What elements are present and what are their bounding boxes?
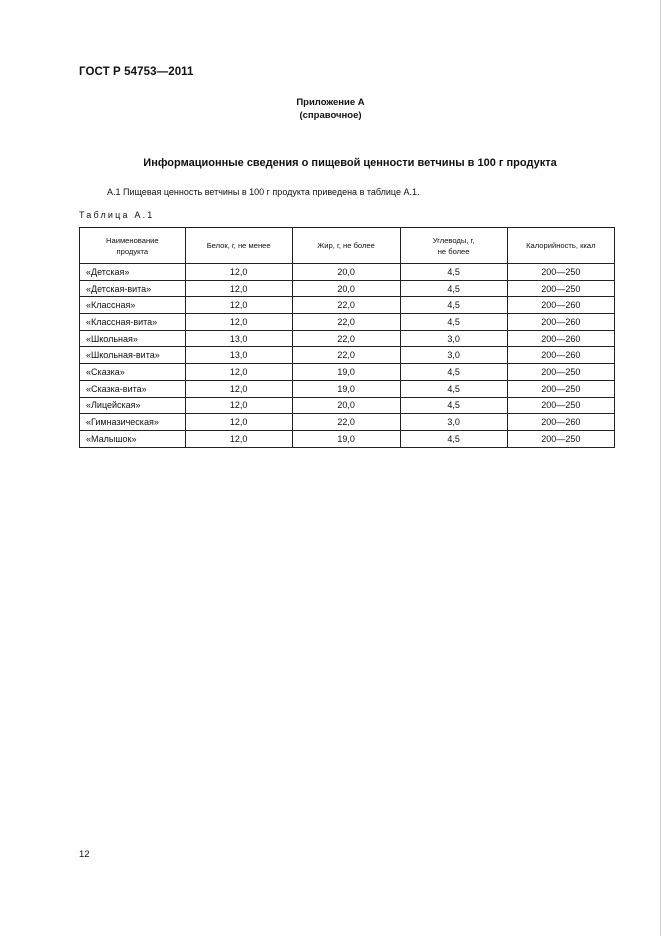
fat-cell: 22,0 [292, 314, 400, 331]
calories-cell: 200—260 [507, 297, 614, 314]
protein-cell: 12,0 [185, 264, 292, 281]
product-name-cell: «Классная-вита» [80, 314, 186, 331]
header-name-line1: Наименование [106, 235, 159, 245]
fat-cell: 22,0 [292, 347, 400, 364]
fat-cell: 20,0 [292, 397, 400, 414]
fat-cell: 20,0 [292, 264, 400, 281]
calories-cell: 200—250 [507, 380, 614, 397]
table-body [80, 264, 615, 448]
paragraph: А.1 Пищевая ценность ветчины в 100 г продукта приведена в таблице А.1. [107, 187, 420, 197]
fat-cell: 20,0 [292, 280, 400, 297]
carbs-cell: 3,0 [400, 414, 507, 431]
table-header-row [80, 228, 615, 264]
header-name-line2: продукта [116, 246, 149, 256]
calories-cell: 200—260 [507, 414, 614, 431]
table-row [80, 330, 615, 347]
table-row [80, 364, 615, 381]
fat-cell: 19,0 [292, 364, 400, 381]
protein-cell: 12,0 [185, 380, 292, 397]
header-fat: Жир, г, не более [292, 228, 400, 264]
carbs-cell: 4,5 [400, 364, 507, 381]
product-name-cell: «Классная» [80, 297, 186, 314]
table-row [80, 297, 615, 314]
header-carbs-line2: не более [437, 246, 470, 256]
calories-cell: 200—260 [507, 314, 614, 331]
table-label: Таблица А.1 [79, 210, 155, 220]
carbs-cell: 4,5 [400, 430, 507, 447]
protein-cell: 12,0 [185, 430, 292, 447]
appendix-subtitle: (справочное) [299, 110, 362, 121]
table-row [80, 280, 615, 297]
calories-cell: 200—260 [507, 330, 614, 347]
header-carbs [400, 228, 507, 264]
table-row [80, 430, 615, 447]
header-calories: Калорийность, ккал [507, 228, 614, 264]
table-row [80, 380, 615, 397]
calories-cell: 200—250 [507, 280, 614, 297]
fat-cell: 19,0 [292, 430, 400, 447]
carbs-cell: 4,5 [400, 397, 507, 414]
carbs-cell: 4,5 [400, 380, 507, 397]
fat-cell: 22,0 [292, 330, 400, 347]
product-name-cell: «Сказка-вита» [80, 380, 186, 397]
carbs-cell: 3,0 [400, 330, 507, 347]
fat-cell: 22,0 [292, 297, 400, 314]
protein-cell: 13,0 [185, 347, 292, 364]
carbs-cell: 4,5 [400, 297, 507, 314]
nutrition-table [79, 227, 615, 448]
product-name-cell: «Школьная-вита» [80, 347, 186, 364]
product-name-cell: «Школьная» [80, 330, 186, 347]
protein-cell: 12,0 [185, 297, 292, 314]
protein-cell: 12,0 [185, 314, 292, 331]
carbs-cell: 3,0 [400, 347, 507, 364]
table-row [80, 397, 615, 414]
protein-cell: 12,0 [185, 397, 292, 414]
page-number: 12 [79, 849, 90, 860]
table-row [80, 314, 615, 331]
product-name-cell: «Лицейская» [80, 397, 186, 414]
table-row [80, 347, 615, 364]
table-row [80, 264, 615, 281]
carbs-cell: 4,5 [400, 280, 507, 297]
calories-cell: 200—260 [507, 347, 614, 364]
calories-cell: 200—250 [507, 430, 614, 447]
product-name-cell: «Сказка» [80, 364, 186, 381]
calories-cell: 200—250 [507, 397, 614, 414]
header-carbs-line1: Углеводы, г, [432, 235, 475, 245]
carbs-cell: 4,5 [400, 264, 507, 281]
product-name-cell: «Гимназическая» [80, 414, 186, 431]
document-header: ГОСТ Р 54753—2011 [79, 66, 194, 78]
fat-cell: 22,0 [292, 414, 400, 431]
product-name-cell: «Малышок» [80, 430, 186, 447]
appendix-heading [0, 96, 661, 122]
table-row [80, 414, 615, 431]
protein-cell: 12,0 [185, 280, 292, 297]
header-name [80, 228, 186, 264]
protein-cell: 12,0 [185, 414, 292, 431]
section-title: Информационные сведения о пищевой ценности ветчины в 100 г продукта [143, 157, 557, 169]
calories-cell: 200—250 [507, 264, 614, 281]
fat-cell: 19,0 [292, 380, 400, 397]
product-name-cell: «Детская-вита» [80, 280, 186, 297]
protein-cell: 12,0 [185, 364, 292, 381]
carbs-cell: 4,5 [400, 314, 507, 331]
calories-cell: 200—250 [507, 364, 614, 381]
product-name-cell: «Детская» [80, 264, 186, 281]
protein-cell: 13,0 [185, 330, 292, 347]
appendix-title: Приложение А [296, 97, 365, 108]
header-protein: Белок, г, не менее [185, 228, 292, 264]
